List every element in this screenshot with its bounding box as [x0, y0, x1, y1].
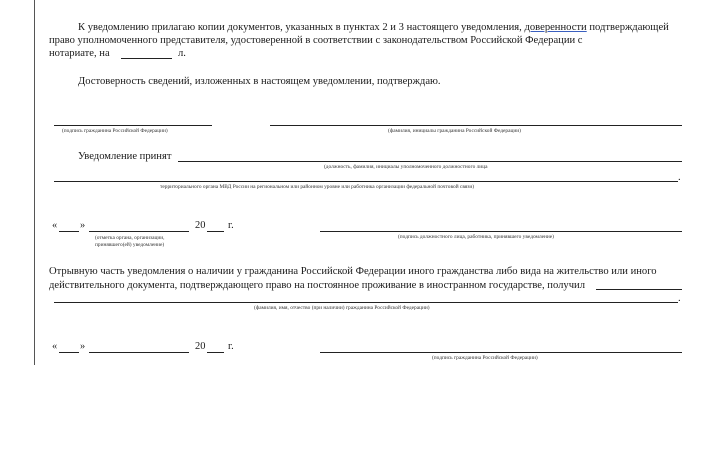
recipient-signature-field[interactable] [320, 352, 682, 353]
tearoff-line1: Отрывную часть уведомления о наличии у гражданина Российской Федерации иного гражданства либо вида на жительство или иного [49, 266, 657, 277]
date1-open-quote: « [52, 220, 58, 231]
pages-count-field[interactable] [121, 58, 172, 59]
para1-line1-text-a: К уведомлению прилагаю копии документов, указанных в пунктах 2 и 3 настоящего уведомления, [78, 22, 525, 33]
para1-line1-text-b: подтверждающей [586, 22, 669, 33]
notary-prefix: нотариате, на [49, 48, 110, 59]
date1-year-suffix: г. [228, 220, 234, 231]
citizen-name-caption: (фамилия, инициалы гражданина Российской Федерации) [388, 128, 521, 134]
date1-day-field[interactable] [59, 231, 79, 232]
stamp-caption-line1: (отметка органа, организации, [95, 235, 165, 241]
date2-open-quote: « [52, 341, 58, 352]
citizen-name-field[interactable] [270, 125, 682, 126]
para1-line2: право уполномоченного представителя, удостоверенной в соответствии с законодательством Российской Федерации с [49, 35, 583, 46]
para1-line1 [78, 21, 669, 34]
received-by-field-a[interactable] [596, 289, 682, 290]
date2-close-quote: » [80, 341, 86, 352]
date1-year-field[interactable] [207, 231, 224, 232]
date1-month-field[interactable] [89, 231, 189, 232]
official-signature-caption: (подпись должностного лица, работника, принявшего уведомление) [398, 234, 554, 240]
date2-year-prefix: 20 [195, 341, 206, 352]
date1-year-prefix: 20 [195, 220, 206, 231]
official-name-field[interactable] [178, 161, 682, 162]
power-of-attorney-link: доверенности [524, 22, 587, 33]
territorial-organ-field[interactable] [54, 181, 678, 182]
territorial-organ-caption: территориального органа МВД России на региональном или районном уровне или работника организации федеральной почтовой связи) [160, 184, 475, 190]
margin-rule [34, 0, 35, 365]
tearoff-line2: действительного документа, подтверждающего право на постоянное проживание в иностранном государстве, получил [49, 280, 586, 291]
recipient-signature-caption: (подпись гражданина Российской Федерации) [432, 355, 538, 361]
pages-suffix: л. [178, 48, 186, 59]
citizen-signature-caption: (подпись гражданина Российской Федерации) [62, 128, 168, 134]
date2-month-field[interactable] [89, 352, 189, 353]
date1-close-quote: » [80, 220, 86, 231]
received-by-field[interactable] [54, 302, 678, 303]
accepted-period: . [678, 172, 681, 183]
attestation-text: Достоверность сведений, изложенных в настоящем уведомлении, подтверждаю. [78, 76, 441, 87]
date2-year-field[interactable] [207, 352, 224, 353]
tearoff-period: . [678, 293, 681, 304]
date2-day-field[interactable] [59, 352, 79, 353]
official-signature-field[interactable] [320, 231, 682, 232]
para1-line3 [49, 47, 110, 60]
official-caption: (должность, фамилия, инициалы уполномоченного должностного лица [324, 164, 488, 170]
citizen-signature-field[interactable] [54, 125, 212, 126]
stamp-caption-line2: принявшего(ей) уведомление) [95, 242, 165, 248]
date2-year-suffix: г. [228, 341, 234, 352]
accepted-label: Уведомление принят [78, 151, 172, 162]
received-by-caption: (фамилия, имя, отчество (при наличии) гражданина Российской Федерации) [254, 305, 430, 311]
